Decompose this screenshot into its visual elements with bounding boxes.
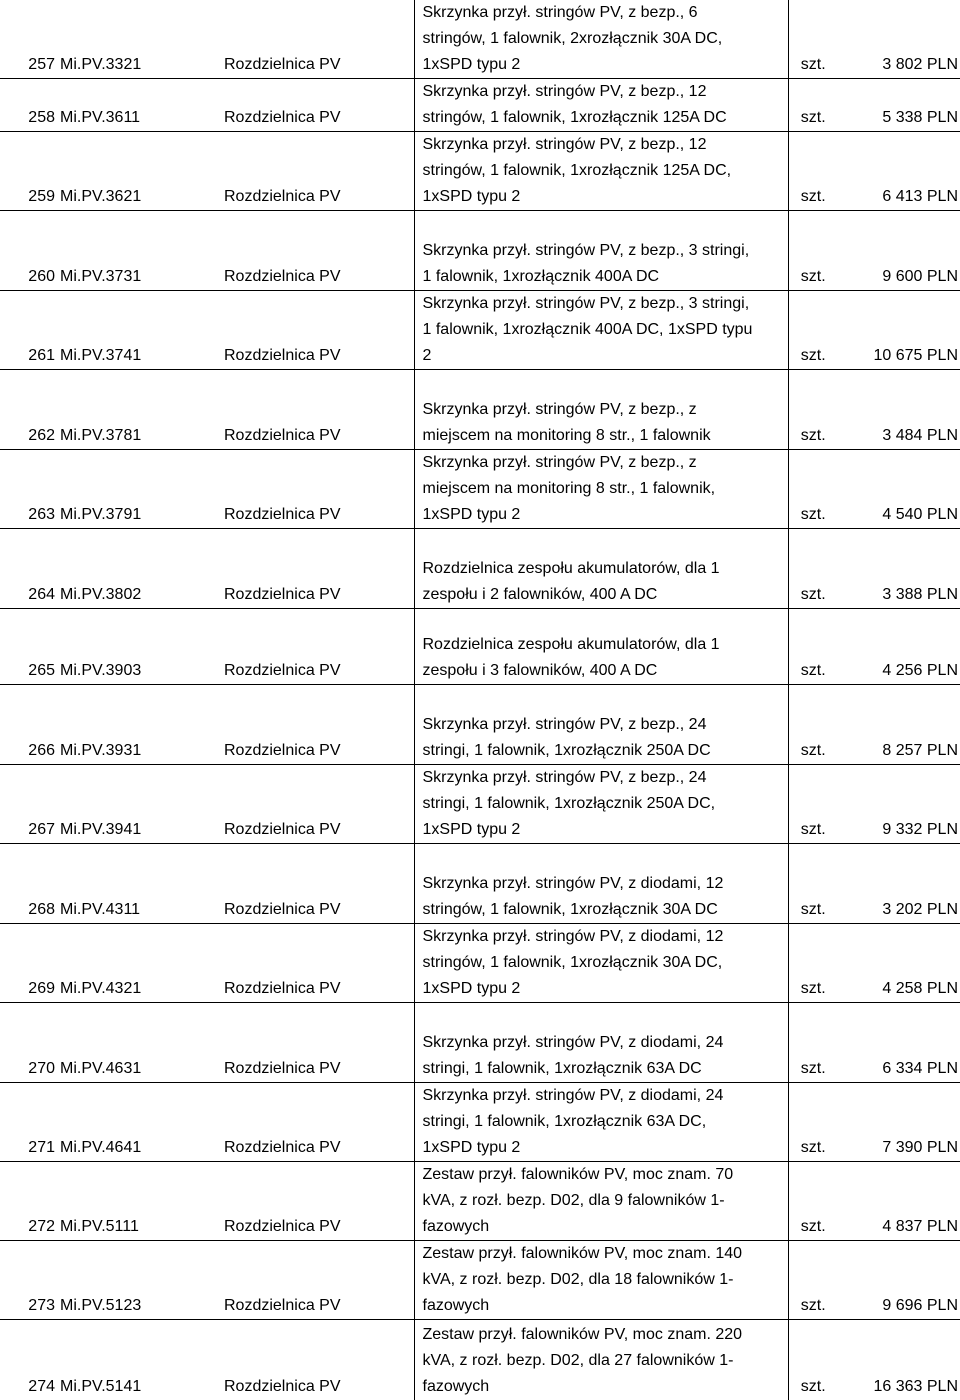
table-row [0, 1241, 960, 1320]
item-unit: szt. [788, 1320, 838, 1400]
item-code: Mi.PV.4631 [58, 1003, 216, 1083]
item-category: Rozdzielnica PV [216, 132, 414, 211]
item-description: Skrzynka przył. stringów PV, z bezp., 3 stringi, 1 falownik, 1xrozłącznik 400A DC, 1xSPD typu 2 [414, 291, 788, 370]
item-price: 7 390 PLN [838, 1083, 960, 1162]
item-code: Mi.PV.3321 [58, 0, 216, 79]
item-category: Rozdzielnica PV [216, 0, 414, 79]
row-number: 259 [0, 132, 58, 211]
item-description: Skrzynka przył. stringów PV, z diodami, 12 stringów, 1 falownik, 1xrozłącznik 30A DC, 1xSPD typu 2 [414, 924, 788, 1003]
row-number: 265 [0, 609, 58, 685]
item-category: Rozdzielnica PV [216, 924, 414, 1003]
item-category: Rozdzielnica PV [216, 211, 414, 291]
row-number: 260 [0, 211, 58, 291]
row-number: 274 [0, 1320, 58, 1400]
item-category: Rozdzielnica PV [216, 529, 414, 609]
row-number: 273 [0, 1241, 58, 1320]
item-category: Rozdzielnica PV [216, 1320, 414, 1400]
item-code: Mi.PV.3941 [58, 765, 216, 844]
item-description: Skrzynka przył. stringów PV, z bezp., 24 stringi, 1 falownik, 1xrozłącznik 250A DC, 1xSPD typu 2 [414, 765, 788, 844]
item-code: Mi.PV.3903 [58, 609, 216, 685]
item-price: 9 600 PLN [838, 211, 960, 291]
item-unit: szt. [788, 0, 838, 79]
table-row [0, 79, 960, 132]
item-price: 9 696 PLN [838, 1241, 960, 1320]
item-code: Mi.PV.5111 [58, 1162, 216, 1241]
item-unit: szt. [788, 1083, 838, 1162]
table-row [0, 211, 960, 291]
item-description: Skrzynka przył. stringów PV, z bezp., 6 stringów, 1 falownik, 2xrozłącznik 30A DC, 1xSPD typu 2 [414, 0, 788, 79]
item-category: Rozdzielnica PV [216, 450, 414, 529]
item-code: Mi.PV.3802 [58, 529, 216, 609]
item-category: Rozdzielnica PV [216, 370, 414, 450]
item-code: Mi.PV.3621 [58, 132, 216, 211]
item-price: 9 332 PLN [838, 765, 960, 844]
row-number: 271 [0, 1083, 58, 1162]
table-row [0, 1003, 960, 1083]
item-unit: szt. [788, 211, 838, 291]
item-description: Rozdzielnica zespołu akumulatorów, dla 1 zespołu i 2 falowników, 400 A DC [414, 529, 788, 609]
item-unit: szt. [788, 529, 838, 609]
item-price: 6 413 PLN [838, 132, 960, 211]
item-category: Rozdzielnica PV [216, 1083, 414, 1162]
item-price: 5 338 PLN [838, 79, 960, 132]
table-row [0, 1320, 960, 1400]
table-row [0, 685, 960, 765]
item-description: Skrzynka przył. stringów PV, z bezp., 24 stringi, 1 falownik, 1xrozłącznik 250A DC [414, 685, 788, 765]
item-price: 4 258 PLN [838, 924, 960, 1003]
item-unit: szt. [788, 1241, 838, 1320]
item-category: Rozdzielnica PV [216, 1162, 414, 1241]
item-unit: szt. [788, 370, 838, 450]
table-row [0, 1083, 960, 1162]
table-row [0, 844, 960, 924]
item-unit: szt. [788, 609, 838, 685]
item-code: Mi.PV.4641 [58, 1083, 216, 1162]
item-description: Skrzynka przył. stringów PV, z bezp., 12 stringów, 1 falownik, 1xrozłącznik 125A DC, 1xSPD typu 2 [414, 132, 788, 211]
row-number: 266 [0, 685, 58, 765]
item-category: Rozdzielnica PV [216, 291, 414, 370]
item-description: Skrzynka przył. stringów PV, z bezp., 3 stringi, 1 falownik, 1xrozłącznik 400A DC [414, 211, 788, 291]
item-unit: szt. [788, 132, 838, 211]
item-unit: szt. [788, 79, 838, 132]
table-row [0, 291, 960, 370]
row-number: 257 [0, 0, 58, 79]
item-price: 8 257 PLN [838, 685, 960, 765]
row-number: 264 [0, 529, 58, 609]
item-category: Rozdzielnica PV [216, 685, 414, 765]
table-row [0, 132, 960, 211]
table-row [0, 529, 960, 609]
row-number: 258 [0, 79, 58, 132]
table-row [0, 609, 960, 685]
item-description: Skrzynka przył. stringów PV, z bezp., z miejscem na monitoring 8 str., 1 falownik [414, 370, 788, 450]
item-category: Rozdzielnica PV [216, 79, 414, 132]
item-unit: szt. [788, 685, 838, 765]
item-description: Skrzynka przył. stringów PV, z bezp., z miejscem na monitoring 8 str., 1 falownik, 1xSPD typu 2 [414, 450, 788, 529]
item-price: 3 484 PLN [838, 370, 960, 450]
item-code: Mi.PV.3731 [58, 211, 216, 291]
item-code: Mi.PV.3791 [58, 450, 216, 529]
item-code: Mi.PV.3611 [58, 79, 216, 132]
item-category: Rozdzielnica PV [216, 609, 414, 685]
item-category: Rozdzielnica PV [216, 1241, 414, 1320]
row-number: 263 [0, 450, 58, 529]
row-number: 268 [0, 844, 58, 924]
item-description: Zestaw przył. falowników PV, moc znam. 70 kVA, z rozł. bezp. D02, dla 9 falowników 1- fazowych [414, 1162, 788, 1241]
table-row [0, 765, 960, 844]
item-category: Rozdzielnica PV [216, 765, 414, 844]
item-description: Skrzynka przył. stringów PV, z diodami, 12 stringów, 1 falownik, 1xrozłącznik 30A DC [414, 844, 788, 924]
table-row [0, 1162, 960, 1241]
item-price: 4 540 PLN [838, 450, 960, 529]
item-code: Mi.PV.4321 [58, 924, 216, 1003]
item-unit: szt. [788, 450, 838, 529]
table-row [0, 370, 960, 450]
item-description: Zestaw przył. falowników PV, moc znam. 220 kVA, z rozł. bezp. D02, dla 27 falowników 1- fazowych [414, 1320, 788, 1400]
item-code: Mi.PV.3931 [58, 685, 216, 765]
item-code: Mi.PV.5123 [58, 1241, 216, 1320]
item-code: Mi.PV.3741 [58, 291, 216, 370]
item-price: 10 675 PLN [838, 291, 960, 370]
item-description: Skrzynka przył. stringów PV, z diodami, 24 stringi, 1 falownik, 1xrozłącznik 63A DC [414, 1003, 788, 1083]
item-price: 3 802 PLN [838, 0, 960, 79]
item-description: Rozdzielnica zespołu akumulatorów, dla 1 zespołu i 3 falowników, 400 A DC [414, 609, 788, 685]
item-category: Rozdzielnica PV [216, 1003, 414, 1083]
row-number: 267 [0, 765, 58, 844]
row-number: 262 [0, 370, 58, 450]
table-row [0, 924, 960, 1003]
item-price: 4 256 PLN [838, 609, 960, 685]
table-row [0, 0, 960, 79]
item-unit: szt. [788, 844, 838, 924]
item-code: Mi.PV.4311 [58, 844, 216, 924]
item-code: Mi.PV.5141 [58, 1320, 216, 1400]
item-description: Skrzynka przył. stringów PV, z bezp., 12 stringów, 1 falownik, 1xrozłącznik 125A DC [414, 79, 788, 132]
item-price: 4 837 PLN [838, 1162, 960, 1241]
item-unit: szt. [788, 924, 838, 1003]
item-unit: szt. [788, 765, 838, 844]
item-price: 16 363 PLN [838, 1320, 960, 1400]
item-unit: szt. [788, 1162, 838, 1241]
row-number: 270 [0, 1003, 58, 1083]
table-row [0, 450, 960, 529]
item-description: Skrzynka przył. stringów PV, z diodami, 24 stringi, 1 falownik, 1xrozłącznik 63A DC, 1xSPD typu 2 [414, 1083, 788, 1162]
item-price: 3 388 PLN [838, 529, 960, 609]
item-category: Rozdzielnica PV [216, 844, 414, 924]
item-unit: szt. [788, 291, 838, 370]
item-price: 6 334 PLN [838, 1003, 960, 1083]
item-description: Zestaw przył. falowników PV, moc znam. 140 kVA, z rozł. bezp. D02, dla 18 falowników 1- fazowych [414, 1241, 788, 1320]
item-code: Mi.PV.3781 [58, 370, 216, 450]
row-number: 269 [0, 924, 58, 1003]
row-number: 272 [0, 1162, 58, 1241]
item-price: 3 202 PLN [838, 844, 960, 924]
row-number: 261 [0, 291, 58, 370]
item-unit: szt. [788, 1003, 838, 1083]
